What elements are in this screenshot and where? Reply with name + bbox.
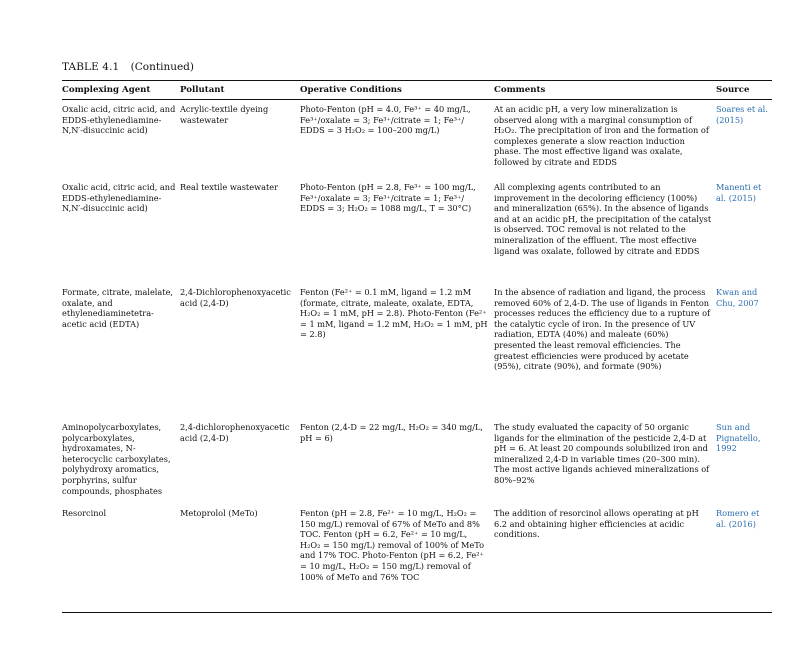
cell-conditions: Fenton (2,4-D = 22 mg/L, H₂O₂ = 340 mg/L, pH = 6)	[300, 422, 483, 443]
cell-comments: In the absence of radiation and ligand, the process removed 60% of 2,4-D. The use of ligands in Fenton processes reduces the efficiency due to a rupture of the catalytic cycle of iron. In the presence of UV radiation, EDTA (40%) and maleate (60%) presented the least removal efficiencies. The greatest efficiencies were produced by acetate (95%), citrate (90%), and formate (90%)	[494, 287, 711, 372]
cell-comments: All complexing agents contributed to an improvement in the decoloring efficiency (100%) and mineralization (65%). In the absence of ligands and at an acidic pH, the precipitation of the catalyst is observed. TOC removal is not related to the mineralization of the effluent. The most effective ligand was oxalate, followed by citrate and EDDS	[494, 182, 712, 256]
table-caption	[62, 60, 772, 74]
cell-conditions: Fenton (Fe²⁺ = 0.1 mM, ligand = 1.2 mM (formate, citrate, maleate, oxalate, EDTA, H₂O₂ = 1 mM, pH = 2.8). Photo-Fenton (Fe²⁺ = 1 mM, ligand = 1.2 mM, H₂O₂ = 1 mM, pH = 2.8)	[300, 287, 488, 340]
cell-source-link[interactable]: Kwan and Chu, 2007	[716, 287, 759, 308]
table-label: TABLE 4.1	[62, 61, 120, 73]
cell-pollutant: Acrylic-textile dyeing wastewater	[180, 104, 269, 125]
cell-comments: At an acidic pH, a very low mineralization is observed along with a marginal consumption of H₂O₂. The precipitation of iron and the formation of complexes generate a slow reaction induction phase. The most effective ligand was oxalate, followed by citrate and EDDS	[494, 104, 709, 167]
table-row	[62, 179, 772, 284]
header-complexing-agent: Complexing Agent	[62, 81, 180, 100]
cell-source-link[interactable]: Manenti et al. (2015)	[716, 182, 762, 203]
cell-pollutant: 2,4-dichlorophenoxyacetic acid (2,4-D)	[180, 422, 290, 443]
table-row	[62, 284, 772, 419]
cell-conditions: Fenton (pH = 2.8, Fe²⁺ = 10 mg/L, H₂O₂ = 150 mg/L) removal of 67% of MeTo and 8% TOC. Fenton (pH = 6.2, Fe²⁺ = 10 mg/L, H₂O₂ = 150 mg/L) removal of 100% of MeTo and 17% TOC. Photo-Fenton (pH = 6.2, Fe²⁺ = 10 mg/L, H₂O₂ = 150 mg/L) removal of 100% of MeTo and 76% TOC	[300, 505, 494, 613]
cell-conditions: Photo-Fenton (pH = 2.8, Fe³⁺ = 100 mg/L, Fe³⁺/oxalate = 3; Fe³⁺/citrate = 1; Fe³⁺/ EDDS = 3; H₂O₂ = 1088 mg/L, T = 30°C)	[300, 182, 476, 214]
cell-source-link[interactable]: Sun and Pignatello, 1992	[716, 422, 761, 454]
table-row	[62, 100, 772, 180]
cell-source-link[interactable]: Soares et al. (2015)	[716, 104, 768, 125]
cell-comments: The addition of resorcinol allows operating at pH 6.2 and obtaining higher efficiencies at acidic conditions.	[494, 505, 716, 613]
cell-agent: Formate, citrate, malelate, oxalate, and ethylenediaminetetra-acetic acid (EDTA)	[62, 287, 174, 329]
header-comments: Comments	[494, 81, 716, 100]
table-row	[62, 419, 772, 505]
ligand-table	[62, 80, 772, 613]
cell-agent: Oxalic acid, citric acid, and EDDS-ethylenediamine-N,N′-disuccinic acid)	[62, 182, 176, 214]
cell-pollutant: Metoprolol (MeTo)	[180, 505, 300, 613]
header-pollutant: Pollutant	[180, 81, 300, 100]
cell-agent: Aminopolycarboxylates, polycarboxylates, hydroxamates, N-heterocyclic carboxylates, polyhydroxy aromatics, porphyrins, sulfur compounds, phosphates	[62, 422, 171, 496]
cell-pollutant: Real textile wastewater	[180, 182, 279, 192]
cell-pollutant: 2,4-Dichlorophenoxyacetic acid (2,4-D)	[180, 287, 291, 308]
header-operative-conditions: Operative Conditions	[300, 81, 494, 100]
cell-agent: Oxalic acid, citric acid, and EDDS-ethylenediamine-N,N′-disuccinic acid)	[62, 104, 176, 136]
table-continued-note: (Continued)	[130, 61, 195, 73]
document-page	[62, 60, 772, 613]
cell-comments: The study evaluated the capacity of 50 organic ligands for the elimination of the pesticide 2,4-D at pH = 6. At least 20 compounds solubilized iron and mineralized 2,4-D in variable times (20–300 min). The most active ligands achieved mineralizations of 80%–92%	[494, 422, 710, 485]
table-header-row	[62, 81, 772, 100]
table-row	[62, 505, 772, 613]
cell-source-link[interactable]: Romero et al. (2016)	[716, 505, 772, 613]
cell-conditions: Photo-Fenton (pH = 4.0, Fe³⁺ = 40 mg/L, Fe³⁺/oxalate = 3; Fe³⁺/citrate = 1; Fe³⁺/ EDDS = 3 H₂O₂ = 100–200 mg/L)	[300, 104, 471, 136]
header-source: Source	[716, 81, 772, 100]
cell-agent: Resorcinol	[62, 505, 180, 613]
